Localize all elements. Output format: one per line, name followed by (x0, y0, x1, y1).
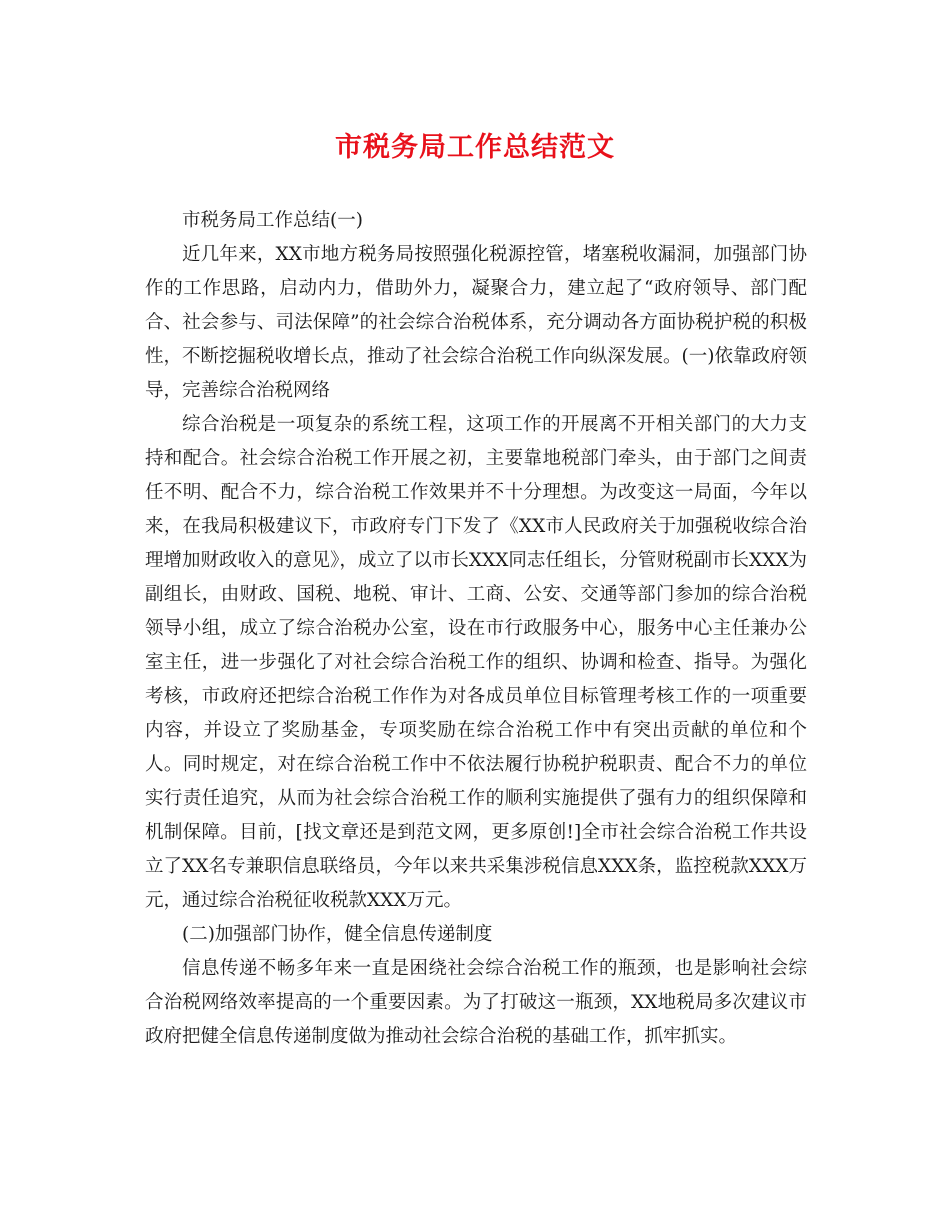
section-heading-1: 市税务局工作总结(一) (182, 210, 363, 231)
document-body (145, 204, 807, 1054)
section-heading-2: (二)加强部门协作，健全信息传递制度 (182, 924, 493, 945)
paragraph-intro: 近几年来，XX市地方税务局按照强化税源控管，堵塞税收漏洞，加强部门协作的工作思路，启动内力，借助外力，凝聚合力，建立起了“政府领导、部门配合、社会参与、司法保障”的社会综合治税体系，充分调动各方面协税护税的积极性，不断挖掘税收增长点，推动了社会综合治税工作向纵深发展。(一)依靠政府领导，完善综合治税网络 (145, 244, 807, 401)
paragraph-information-transfer: 信息传递不畅多年来一直是困绕社会综合治税工作的瓶颈，也是影响社会综合治税网络效率提高的一个重要因素。为了打破这一瓶颈，XX地税局多次建议市政府把健全信息传递制度做为推动社会综合治税的基础工作，抓牢抓实。 (145, 958, 807, 1047)
paragraph-government-leadership: 综合治税是一项复杂的系统工程，这项工作的开展离不开相关部门的大力支持和配合。社会综合治税工作开展之初，主要靠地税部门牵头，由于部门之间责任不明、配合不力，综合治税工作效果并不十分理想。为改变这一局面，今年以来，在我局积极建议下，市政府专门下发了《XX市人民政府关于加强税收综合治理增加财政收入的意见》，成立了以市长XXX同志任组长，分管财税副市长XXX为副组长，由财政、国税、地税、审计、工商、公安、交通等部门参加的综合治税领导小组，成立了综合治税办公室，设在市行政服务中心，服务中心主任兼办公室主任，进一步强化了对社会综合治税工作的组织、协调和检查、指导。为强化考核，市政府还把综合治税工作作为对各成员单位目标管理考核工作的一项重要内容，并设立了奖励基金，专项奖励在综合治税工作中有突出贡献的单位和个人。同时规定，对在综合治税工作中不依法履行协税护税职责、配合不力的单位实行责任追究，从而为社会综合治税工作的顺利实施提供了强有力的组织保障和机制保障。目前，[找文章还是到范文网，更多原创!]全市社会综合治税工作共设立了XX名专兼职信息联络员，今年以来共采集涉税信息XXX条，监控税款XXX万元，通过综合治税征收税款XXX万元。 (145, 414, 807, 911)
document-title: 市税务局工作总结范文 (335, 132, 615, 163)
